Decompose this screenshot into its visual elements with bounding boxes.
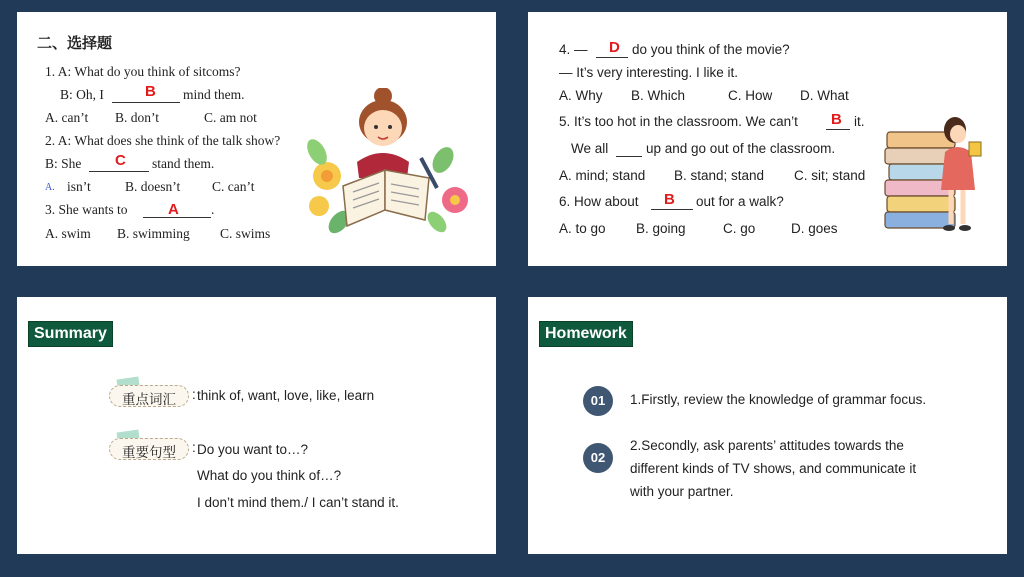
q4-option-d: D. What xyxy=(800,88,849,103)
slide-choice-questions-2 xyxy=(528,12,1007,266)
q3-option-a: A. swim xyxy=(45,226,91,241)
summary-tag: Summary xyxy=(28,321,113,347)
q6-blank xyxy=(651,209,693,210)
q4-prefix: 4. — xyxy=(559,42,588,57)
vocab-text: think of, want, love, like, learn xyxy=(197,388,375,403)
q1-question: 1. A: What do you think of sitcoms? xyxy=(45,64,241,79)
girl-with-books-illustration xyxy=(883,112,993,234)
homework-item-2-line-3: with your partner. xyxy=(630,484,734,499)
q1-option-c: C. am not xyxy=(204,110,257,125)
q1-option-b: B. don’t xyxy=(115,110,160,125)
slide-summary xyxy=(17,297,496,554)
q5-line2-prefix: We all xyxy=(571,141,609,156)
q6-prefix: 6. How about xyxy=(559,194,639,209)
q2-blank xyxy=(89,171,149,172)
q5-blank xyxy=(826,129,850,130)
q1-b-prefix: B: Oh, I xyxy=(60,87,104,102)
q5-option-a: A. mind; stand xyxy=(559,168,646,183)
sentence-2: What do you think of…? xyxy=(197,468,342,483)
q5-blank-2 xyxy=(616,156,642,157)
q2-b-prefix: B: She xyxy=(45,156,82,171)
q3-answer: A xyxy=(168,201,179,218)
homework-item-2-line-2: different kinds of TV shows, and communicate it xyxy=(630,461,917,476)
q4-reply: — It’s very interesting. I like it. xyxy=(559,65,739,80)
girl-reading-illustration xyxy=(305,88,473,236)
q1-option-a: A. can’t xyxy=(45,110,89,125)
homework-item-2-line-1: 2.Secondly, ask parents’ attitudes towards the xyxy=(630,438,904,453)
q2-question: 2. A: What does she think of the talk show? xyxy=(45,133,281,148)
sentence-1: Do you want to…? xyxy=(197,442,309,457)
homework-item-1-line-1: 1.Firstly, review the knowledge of grammar focus. xyxy=(630,392,927,407)
q1-b-suffix: mind them. xyxy=(183,87,245,102)
homework-number-1: 01 xyxy=(583,386,613,416)
q4-option-c: C. How xyxy=(728,88,773,103)
q3-prefix: 3. She wants to xyxy=(45,202,128,217)
sentence-colon: : xyxy=(192,440,196,455)
q4-option-a: A. Why xyxy=(559,88,603,103)
q2-answer: C xyxy=(115,152,126,169)
q2-option-b: B. doesn’t xyxy=(125,179,181,194)
slide-choice-questions-1 xyxy=(17,12,496,266)
q4-suffix: do you think of the movie? xyxy=(632,42,790,57)
q2-option-c: C. can’t xyxy=(212,179,255,194)
vocab-colon: : xyxy=(192,387,196,402)
q5-suffix: it. xyxy=(854,114,865,129)
sentence-3: I don’t mind them./ I can’t stand it. xyxy=(197,495,399,510)
q5-line2-suffix: up and go out of the classroom. xyxy=(646,141,836,156)
q6-option-c: C. go xyxy=(723,221,756,236)
q2-option-a: isn’t xyxy=(67,179,91,194)
q6-option-d: D. goes xyxy=(791,221,838,236)
q4-answer: D xyxy=(609,39,620,56)
q5-prefix: 5. It’s too hot in the classroom. We can’t xyxy=(559,114,798,129)
q3-suffix: . xyxy=(211,202,215,217)
vocab-label: 重点词汇 xyxy=(109,385,189,407)
q4-option-b: B. Which xyxy=(631,88,686,103)
q1-blank xyxy=(112,102,180,103)
slide-homework xyxy=(528,297,1007,554)
q2-b-suffix: stand them. xyxy=(152,156,215,171)
q6-option-b: B. going xyxy=(636,221,686,236)
q5-answer: B xyxy=(831,111,842,128)
q5-option-b: B. stand; stand xyxy=(674,168,765,183)
q6-option-a: A. to go xyxy=(559,221,606,236)
q2-option-a-letter: A. xyxy=(45,182,55,193)
homework-tag: Homework xyxy=(539,321,633,347)
q6-answer: B xyxy=(664,191,675,208)
q3-option-b: B. swimming xyxy=(117,226,190,241)
q4-blank xyxy=(596,57,628,58)
q1-answer: B xyxy=(145,83,156,100)
sentence-label: 重要句型 xyxy=(109,438,189,460)
section-heading: 二、选择题 xyxy=(37,34,113,52)
q3-option-c: C. swims xyxy=(220,226,271,241)
homework-number-2: 02 xyxy=(583,443,613,473)
q6-suffix: out for a walk? xyxy=(696,194,784,209)
q5-option-c: C. sit; stand xyxy=(794,168,866,183)
